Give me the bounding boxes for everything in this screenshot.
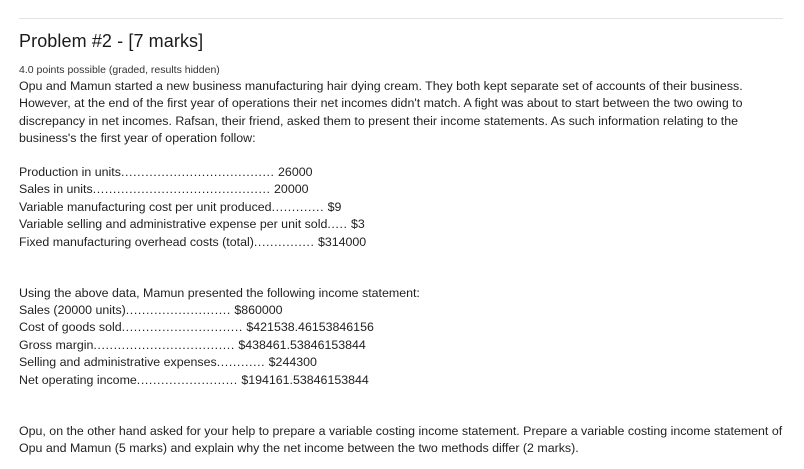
item-value: $860000	[234, 303, 283, 317]
leader-dots: .............	[271, 199, 325, 214]
item-value: $9	[327, 199, 342, 214]
item-value: $3	[351, 217, 365, 232]
section-divider	[19, 18, 783, 19]
item-value: $438461.53846153844	[238, 337, 366, 352]
item-label: Gross margin	[19, 337, 94, 352]
item-label: Net operating income	[19, 372, 137, 387]
problem-title: Problem #2 - [7 marks]	[19, 31, 204, 51]
item-value: 26000	[278, 165, 313, 179]
leader-dots: .....	[327, 217, 348, 232]
list-item	[19, 337, 374, 354]
item-label: Cost of goods sold	[19, 320, 122, 335]
leader-dots: ...............	[253, 234, 315, 249]
list-item	[19, 234, 366, 251]
item-label: Variable selling and administrative expense per unit sold	[19, 217, 328, 232]
leader-dots: ............................................	[92, 182, 271, 197]
points-info: 4.0 points possible (graded, results hidden)	[19, 64, 220, 76]
item-label: Sales in units	[19, 182, 93, 197]
item-label: Fixed manufacturing overhead costs (total)	[19, 234, 254, 249]
list-item	[19, 216, 366, 233]
problem-intro: Opu and Mamun started a new business manufacturing hair dying cream. They both kept separate set of accounts of their business. However, at the end of the first year of operations their net incomes didn't match. A fight was about to start between the two owing to discrepancy in net incomes. Rafsan, their friend, asked them to present their income statements. As such information relating to the business's the first year of operation follow:	[19, 79, 743, 146]
production-data-list	[19, 164, 366, 251]
list-item	[19, 181, 366, 198]
list-item	[19, 199, 366, 216]
leader-dots: ...................................	[93, 337, 235, 352]
leader-dots: ............	[216, 355, 266, 370]
income-statement-list	[19, 302, 374, 389]
item-value: $194161.53846153844	[241, 372, 369, 387]
list-item	[19, 302, 374, 319]
income-statement-lead: Using the above data, Mamun presented the following income statement:	[19, 286, 420, 300]
item-value: $244300	[268, 355, 317, 370]
list-item	[19, 354, 374, 371]
problem-question: Opu, on the other hand asked for your help to prepare a variable costing income statement. Prepare a variable costing income statement of Opu and Mamun (5 marks) and explain why the net income between the two methods differ (2 marks).	[19, 424, 783, 456]
list-item	[19, 319, 374, 336]
item-label: Production in units	[19, 165, 121, 179]
item-label: Variable manufacturing cost per unit produced	[19, 199, 272, 214]
leader-dots: ..........................	[125, 303, 231, 317]
item-value: $314000	[317, 234, 367, 249]
leader-dots: ..............................	[121, 320, 243, 335]
item-label: Selling and administrative expenses	[19, 355, 217, 370]
item-label: Sales (20000 units)	[19, 303, 126, 317]
leader-dots: .........................	[136, 372, 238, 387]
leader-dots: ......................................	[120, 165, 275, 179]
item-value: $421538.46153846156	[246, 320, 374, 335]
list-item	[19, 164, 366, 181]
list-item	[19, 372, 374, 389]
item-value: 20000	[274, 182, 309, 197]
